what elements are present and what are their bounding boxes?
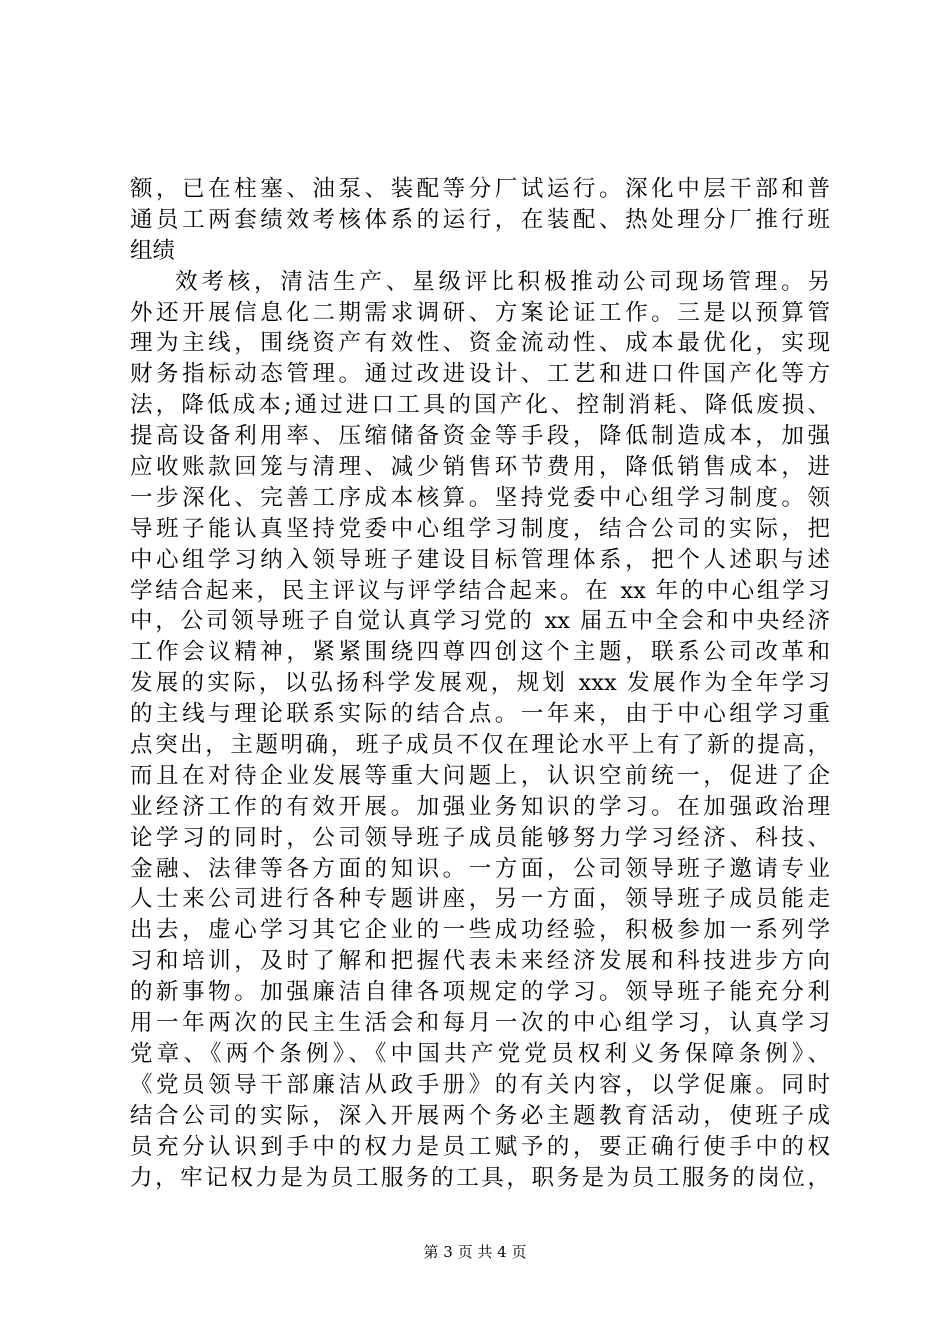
text-line: 业经济工作的有效开展。加强业务知识的学习。在加强政治理	[130, 793, 830, 820]
text-line: 而且在对待企业发展等重大问题上，认识空前统一，促进了企	[130, 762, 830, 789]
text-line: 发展的实际，以弘扬科学发展观，规划 xxx 发展作为全年学习	[130, 670, 830, 697]
text-line: 《党员领导干部廉洁从政手册》的有关内容，以学促廉。同时	[130, 1071, 830, 1098]
text-line: 工作会议精神，紧紧围绕四尊四创这个主题，联系公司改革和	[130, 639, 830, 666]
text-line: 额，已在柱塞、油泵、装配等分厂试运行。深化中层干部和普	[130, 176, 830, 202]
text-line: 财务指标动态管理。通过改进设计、工艺和进口件国产化等方	[130, 361, 830, 388]
body-text	[130, 174, 830, 1193]
text-line: 用一年两次的民主生活会和每月一次的中心组学习，认真学习	[130, 1010, 830, 1037]
text-line: 党章、《两个条例》、《中国共产党党员权利义务保障条例》、	[130, 1040, 830, 1067]
text-line: 中，公司领导班子自觉认真学习党的 xx 届五中全会和中央经济	[130, 608, 830, 635]
text-line: 金融、法律等各方面的知识。一方面，公司领导班子邀请专业	[130, 855, 830, 882]
text-line: 提高设备利用率、压缩储备资金等手段，降低制造成本，加强	[130, 423, 830, 450]
text-line: 的主线与理论联系实际的结合点。一年来，由于中心组学习重	[130, 701, 830, 728]
text-line: 的新事物。加强廉洁自律各项规定的学习。领导班子能充分利	[130, 979, 830, 1006]
text-line: 导班子能认真坚持党委中心组学习制度，结合公司的实际，把	[130, 515, 830, 542]
text-line: 理为主线，围绕资产有效性、资金流动性、成本最优化，实现	[130, 330, 830, 357]
text-line: 一步深化、完善工序成本核算。坚持党委中心组学习制度。领	[130, 484, 830, 511]
text-line: 点突出，主题明确，班子成员不仅在理论水平上有了新的提高，	[130, 732, 830, 759]
text-line: 结合公司的实际，深入开展两个务必主题教育活动，使班子成	[130, 1102, 830, 1129]
text-line: 中心组学习纳入领导班子建设目标管理体系，把个人述职与述	[130, 546, 830, 573]
text-line: 法，降低成本;通过进口工具的国产化、控制消耗、降低废损、	[130, 392, 830, 419]
text-line: 效考核，清洁生产、星级评比积极推动公司现场管理。另	[175, 268, 830, 295]
text-line: 组绩	[130, 237, 176, 264]
text-line: 学结合起来，民主评议与评学结合起来。在 xx 年的中心组学习	[130, 577, 830, 604]
text-line: 人士来公司进行各种专题讲座，另一方面，领导班子成员能走	[130, 886, 830, 913]
text-line: 习和培训，及时了解和把握代表未来经济发展和科技进步方向	[130, 948, 830, 975]
text-line: 论学习的同时，公司领导班子成员能够努力学习经济、科技、	[130, 824, 830, 851]
text-line: 力，牢记权力是为员工服务的工具，职务是为员工服务的岗位，	[130, 1164, 830, 1191]
page-number: 第 3 页 共 4 页	[423, 1243, 527, 1261]
text-line: 通员工两套绩效考核体系的运行，在装配、热处理分厂推行班	[130, 206, 830, 233]
text-line: 外还开展信息化二期需求调研、方案论证工作。三是以预算管	[130, 299, 830, 326]
text-line: 出去，虚心学习其它企业的一些成功经验，积极参加一系列学	[130, 917, 830, 944]
text-line: 应收账款回笼与清理、减少销售环节费用，降低销售成本，进	[130, 454, 830, 481]
text-line: 员充分认识到手中的权力是员工赋予的，要正确行使手中的权	[130, 1133, 830, 1160]
